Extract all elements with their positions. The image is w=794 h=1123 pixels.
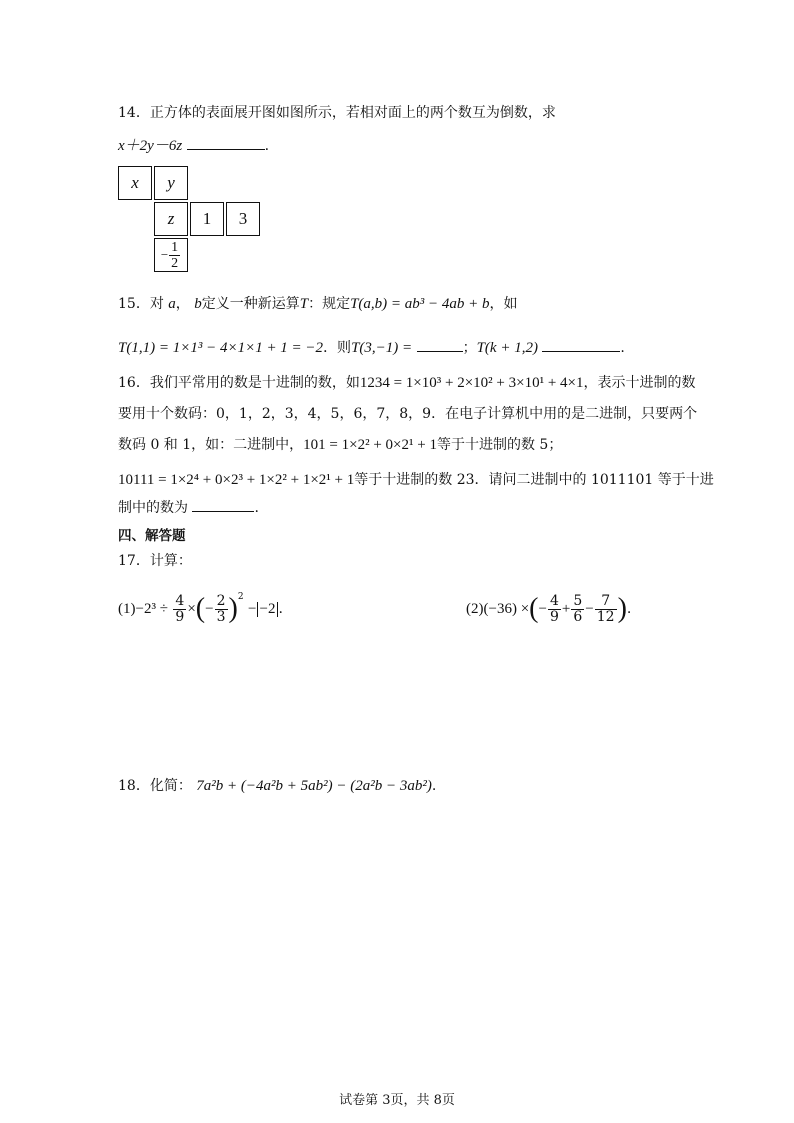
q17-heading <box>118 551 192 571</box>
q16-end: . <box>254 500 259 516</box>
q15-part1: 对 <box>149 296 164 312</box>
q14-text: 正方体的表面展开图如图所示，若相对面上的两个数互为倒数，求 <box>149 105 556 121</box>
q17-p2-end: . <box>626 601 632 617</box>
net-cell-y: y <box>154 166 188 200</box>
page-footer: 试卷第 3页，共 8页 <box>339 1093 455 1108</box>
q17-p2-frac3 <box>595 594 617 625</box>
q15-var-b: b <box>194 296 202 312</box>
q17-p2-frac1-sign: − <box>538 601 547 617</box>
q17-p2-frac3-num: 7 <box>595 594 617 610</box>
q17-p1-frac2-den: 3 <box>216 608 226 625</box>
q17-p1-times: × <box>187 601 196 617</box>
q18-end: . <box>431 778 437 794</box>
q15-comma: ， <box>175 296 190 312</box>
q17-p1-minus: − <box>248 601 257 617</box>
q17-p2-frac2 <box>571 594 584 625</box>
q17-number: 17． <box>118 553 150 569</box>
q15-ask2: T(k + 1,2) <box>476 340 538 356</box>
q16-line4-expr: 10111 = 1×2⁴ + 0×2³ + 1×2² + 1×2¹ + 1 <box>118 472 355 488</box>
q17-p2-frac3-den: 12 <box>596 608 615 625</box>
net-frac-den: 2 <box>171 255 179 271</box>
q17-title: 计算： <box>149 553 192 569</box>
q15-ask1: T(3,−1) = <box>351 340 413 356</box>
q15-part3: ：规定 <box>308 296 351 312</box>
q17-p1-frac1-den: 9 <box>175 608 185 625</box>
q14-end: . <box>264 138 270 154</box>
q14-line2 <box>118 135 269 156</box>
q17-p2-frac1-den: 9 <box>549 608 559 625</box>
q16-line3-a: 数码 0 和 1，如：二进制中， <box>118 437 304 453</box>
q17-p2-rparen: ) <box>617 593 627 624</box>
net-cell-neg-half <box>154 238 188 272</box>
q14-expression: x＋2y－6z <box>118 138 183 154</box>
q18-number: 18． <box>118 778 150 794</box>
q14-number: 14． <box>118 105 150 121</box>
net-frac-num: 1 <box>171 239 179 255</box>
q16-line3-b: 等于十进制的数 5； <box>436 437 563 453</box>
q17-p1-frac2-num: 2 <box>216 592 226 609</box>
q17-p1-lparen: ( <box>195 593 206 624</box>
net-cell-z: z <box>154 202 188 236</box>
q17-p1-frac1-num: 4 <box>175 592 185 609</box>
q17-p2-minus: − <box>585 601 594 617</box>
q15-op: T <box>299 296 309 312</box>
q16-line3 <box>118 435 562 455</box>
q16-number: 16． <box>118 375 150 391</box>
q17-part2 <box>466 592 631 626</box>
q15-line2 <box>118 337 625 358</box>
q15-blank-2 <box>542 337 620 352</box>
q16-line2: 要用十个数码：0，1，2，3，4，5，6，7，8，9．在电子计算机中用的是二进制，只要两个 <box>118 406 698 422</box>
q16-line5 <box>118 497 259 518</box>
cube-net-figure <box>118 166 264 272</box>
net-cell-1: 1 <box>190 202 224 236</box>
q15-then: ．则 <box>323 340 352 356</box>
q17-p1-frac2-sign: − <box>205 601 214 617</box>
q15-part2: 定义一种新运算 <box>201 296 300 312</box>
q16-line4-b: 等于十进制的数 23．请问二进制中的 1011101 等于十进 <box>354 472 714 488</box>
q17-p1-label: (1) <box>118 601 136 617</box>
q16-line1-expr: 1234 = 1×10³ + 2×10² + 3×10¹ + 4×1 <box>359 375 584 391</box>
q17-p2-frac2-den: 6 <box>573 608 583 625</box>
q16-answer-blank <box>192 497 254 512</box>
q17-p1-rparen: ) <box>228 593 238 624</box>
q18-title: 化简： <box>149 778 192 794</box>
q15-sep: ； <box>462 340 477 356</box>
q16-line4 <box>118 470 714 490</box>
q17-p2-lparen: ( <box>529 593 539 624</box>
q15-blank-1 <box>417 337 463 352</box>
q15-line1 <box>118 294 518 314</box>
q16-line1 <box>118 373 696 393</box>
q17-p1-start: −2³ ÷ <box>135 601 168 617</box>
q17-p1-abs: −2 <box>257 602 279 617</box>
q18-expression: 7a²b + (−4a²b + 5ab²) − (2a²b − 3ab²) <box>196 778 432 794</box>
q17-p1-frac2 <box>215 594 228 625</box>
q15-var-a: a <box>168 296 176 312</box>
q16-line1-a: 我们平常用的数是十进制的数，如 <box>149 375 360 391</box>
section-title: 四、解答题 <box>118 528 186 544</box>
q15-definition: T(a,b) = ab³ − 4ab + b <box>350 296 490 312</box>
q17-p2-frac1 <box>548 594 561 625</box>
q17-p1-end: . <box>278 601 283 617</box>
q14-answer-blank <box>187 135 265 150</box>
q16-line1-b: ，表示十进制的数 <box>583 375 696 391</box>
q17-p2-frac2-num: 5 <box>573 592 583 609</box>
q17-p1-frac1 <box>173 594 186 625</box>
q17-p2-label: (2) <box>466 601 484 617</box>
q14-line1 <box>118 103 556 123</box>
net-cell-3: 3 <box>226 202 260 236</box>
q18-line <box>118 776 436 796</box>
q16-line5-text: 制中的数为 <box>118 500 188 516</box>
q17-p2-frac1-num: 4 <box>549 592 559 609</box>
q17-p2-plus: + <box>561 601 571 617</box>
q17-part1 <box>118 592 283 626</box>
q15-part4: ，如 <box>489 296 518 312</box>
net-cell-x: x <box>118 166 152 200</box>
net-fraction <box>169 240 180 271</box>
q16-line3-expr: 101 = 1×2² + 0×2¹ + 1 <box>303 437 437 453</box>
net-frac-sign: − <box>160 247 169 262</box>
q17-p1-square: 2 <box>237 592 244 602</box>
q15-end: . <box>620 340 625 356</box>
q15-number: 15． <box>118 296 150 312</box>
q17-p2-start: (−36) × <box>483 601 530 617</box>
q15-example: T(1,1) = 1×1³ − 4×1×1 + 1 = −2 <box>118 340 324 356</box>
